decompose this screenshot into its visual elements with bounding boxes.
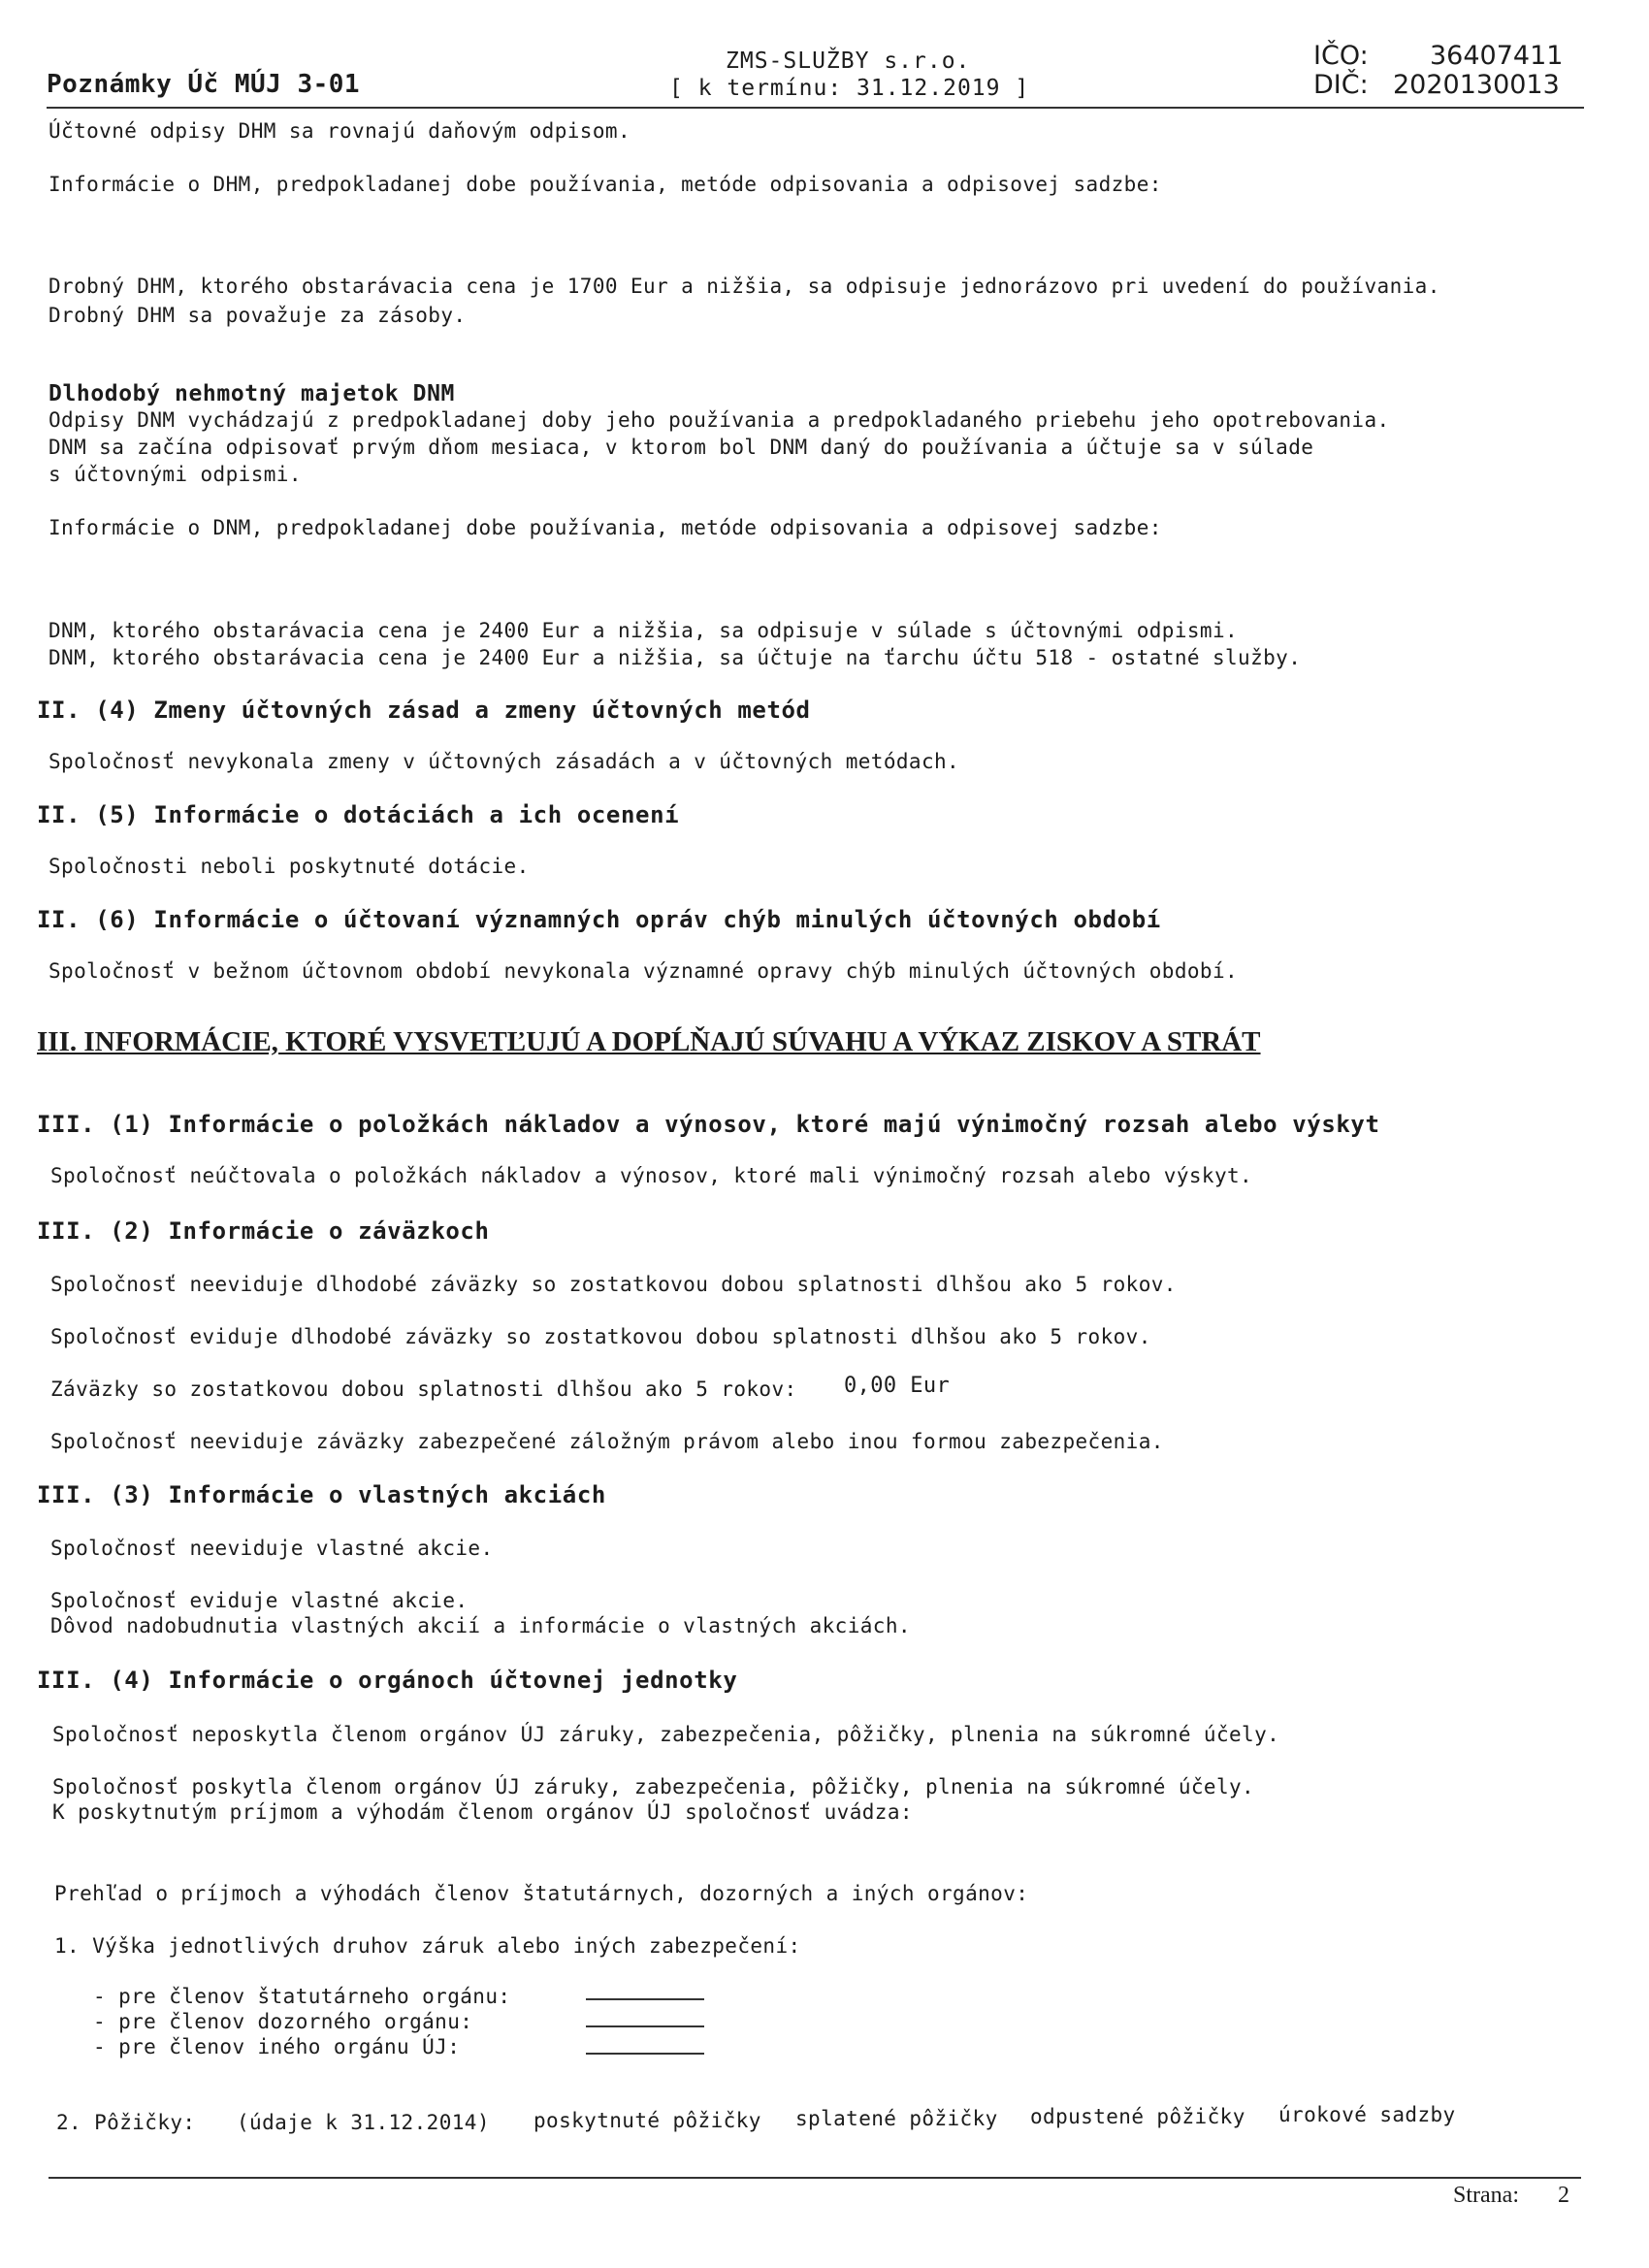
paragraph-ii-6: Spoločnosť v bežnom účtovnom období nevykonala významné opravy chýb minulých účtovných období. bbox=[48, 959, 1239, 983]
paragraph-odpisy-dhm: Účtovné odpisy DHM sa rovnajú daňovým odpisom. bbox=[48, 119, 630, 143]
list-item-1-c: - pre členov iného orgánu ÚJ: bbox=[93, 2035, 461, 2058]
ico-label: IČO: bbox=[1313, 41, 1369, 71]
paragraph-dnm-3: s účtovnými odpismi. bbox=[48, 463, 302, 486]
list-item-1-b: - pre členov dozorného orgánu: bbox=[93, 2010, 473, 2033]
footer-rule bbox=[48, 2177, 1581, 2179]
heading-dnm: Dlhodobý nehmotný majetok DNM bbox=[48, 381, 455, 406]
dic-label: DIČ: bbox=[1313, 70, 1369, 100]
paragraph-dnm-2400-1: DNM, ktorého obstarávacia cena je 2400 Eur a nižšia, sa odpisuje v súlade s účtovnými odpismi. bbox=[48, 619, 1239, 642]
paragraph-iii-4-b: Spoločnosť poskytla členom orgánov ÚJ záruky, zabezpečenia, pôžičky, plnenia na súkromné účely. bbox=[52, 1775, 1255, 1798]
page-number: 2 bbox=[1558, 2183, 1569, 2208]
heading-iii-4: III. (4) Informácie o orgánoch účtovnej jednotky bbox=[37, 1667, 738, 1694]
dic-value: 2020130013 bbox=[1393, 70, 1560, 100]
document-title: Poznámky Úč MÚJ 3-01 bbox=[47, 70, 361, 99]
blank-line-other bbox=[586, 2053, 704, 2055]
paragraph-iii-3-a: Spoločnosť neeviduje vlastné akcie. bbox=[50, 1537, 494, 1560]
heading-iii-2: III. (2) Informácie o záväzkoch bbox=[37, 1217, 490, 1245]
paragraph-iii-4-a: Spoločnosť neposkytla členom orgánov ÚJ záruky, zabezpečenia, pôžičky, plnenia na súkromné účely. bbox=[52, 1723, 1280, 1746]
column-header-forgiven-loans: odpustené pôžičky bbox=[1030, 2105, 1245, 2128]
paragraph-dnm-2: DNM sa začína odpisovať prvým dňom mesiaca, v ktorom bol DNM daný do používania a účtuje sa v súlade bbox=[48, 436, 1314, 459]
list-item-1-a: - pre členov štatutárneho orgánu: bbox=[93, 1985, 511, 2008]
heading-ii-6: II. (6) Informácie o účtovaní významných opráv chýb minulých účtovných období bbox=[37, 906, 1161, 933]
header-rule bbox=[47, 107, 1584, 109]
reporting-period: [ k termínu: 31.12.2019 ] bbox=[669, 76, 1030, 101]
list-item-2-date: (údaje k 31.12.2014) bbox=[237, 2111, 490, 2134]
paragraph-ii-4: Spoločnosť nevykonala zmeny v účtovných zásadách a v účtovných metódach. bbox=[48, 750, 960, 773]
page-label: Strana: bbox=[1453, 2183, 1519, 2208]
paragraph-iii-2-b: Spoločnosť eviduje dlhodobé záväzky so zostatkovou dobou splatnosti dlhšou ako 5 rokov. bbox=[50, 1325, 1151, 1348]
paragraph-dnm-1: Odpisy DNM vychádzajú z predpokladanej doby jeho používania a predpokladaného priebehu jeho opotrebovania. bbox=[48, 408, 1390, 432]
paragraph-iii-2-c: Záväzky so zostatkovou dobou splatnosti dlhšou ako 5 rokov: bbox=[50, 1377, 797, 1401]
blank-line-supervisory bbox=[586, 2025, 704, 2027]
paragraph-drobny-dhm-1: Drobný DHM, ktorého obstarávacia cena je 1700 Eur a nižšia, sa odpisuje jednorázovo pri uvedení do používania. bbox=[48, 275, 1440, 298]
paragraph-iii-2-d: Spoločnosť neeviduje záväzky zabezpečené záložným právom alebo inou formou zabezpečenia. bbox=[50, 1430, 1164, 1453]
list-item-1: 1. Výška jednotlivých druhov záruk alebo iných zabezpečení: bbox=[54, 1934, 801, 1958]
list-item-2-label: 2. Pôžičky: bbox=[56, 2111, 196, 2134]
blank-line-statutory bbox=[586, 1998, 704, 2000]
column-header-repaid-loans: splatené pôžičky bbox=[795, 2107, 998, 2130]
paragraph-dnm-2400-2: DNM, ktorého obstarávacia cena je 2400 Eur a nižšia, sa účtuje na ťarchu účtu 518 - ostatné služby. bbox=[48, 646, 1302, 669]
paragraph-iii-3-b: Spoločnosť eviduje vlastné akcie. bbox=[50, 1589, 469, 1612]
heading-ii-4: II. (4) Zmeny účtovných zásad a zmeny účtovných metód bbox=[37, 697, 811, 724]
paragraph-info-dnm: Informácie o DNM, predpokladanej dobe používania, metóde odpisovania a odpisovej sadzbe: bbox=[48, 516, 1162, 539]
heading-iii-1: III. (1) Informácie o položkách nákladov a výnosov, ktoré majú výnimočný rozsah alebo výskyt bbox=[37, 1111, 1380, 1138]
heading-ii-5: II. (5) Informácie o dotáciách a ich ocenení bbox=[37, 801, 680, 828]
heading-iii-3: III. (3) Informácie o vlastných akciách bbox=[37, 1481, 606, 1508]
company-name: ZMS-SLUŽBY s.r.o. bbox=[726, 49, 971, 74]
paragraph-iii-3-c: Dôvod nadobudnutia vlastných akcií a informácie o vlastných akciách. bbox=[50, 1614, 911, 1637]
paragraph-drobny-dhm-2: Drobný DHM sa považuje za zásoby. bbox=[48, 304, 467, 327]
paragraph-info-dhm: Informácie o DHM, predpokladanej dobe používania, metóde odpisovania a odpisovej sadzbe: bbox=[48, 173, 1162, 196]
paragraph-iii-4-c: K poskytnutým príjmom a výhodám členom orgánov ÚJ spoločnosť uvádza: bbox=[52, 1800, 913, 1824]
paragraph-iii-2-a: Spoločnosť neeviduje dlhodobé záväzky so zostatkovou dobou splatnosti dlhšou ako 5 rokov. bbox=[50, 1273, 1177, 1296]
section-iii-title: III. INFORMÁCIE, KTORÉ VYSVETĽUJÚ A DOPĹŇAJÚ SÚVAHU A VÝKAZ ZISKOV A STRÁT bbox=[37, 1026, 1261, 1057]
column-header-interest-rates: úrokové sadzby bbox=[1278, 2103, 1456, 2126]
paragraph-iii-1: Spoločnosť neúčtovala o položkách nákladov a výnosov, ktoré mali výnimočný rozsah alebo výskyt. bbox=[50, 1164, 1253, 1187]
paragraph-iii-2-c-value: 0,00 Eur bbox=[844, 1374, 951, 1398]
paragraph-prehlad: Prehľad o príjmoch a výhodách členov štatutárnych, dozorných a iných orgánov: bbox=[54, 1882, 1029, 1905]
ico-value: 36407411 bbox=[1430, 41, 1564, 71]
paragraph-ii-5: Spoločnosti neboli poskytnuté dotácie. bbox=[48, 855, 530, 878]
column-header-provided-loans: poskytnuté pôžičky bbox=[534, 2109, 761, 2132]
